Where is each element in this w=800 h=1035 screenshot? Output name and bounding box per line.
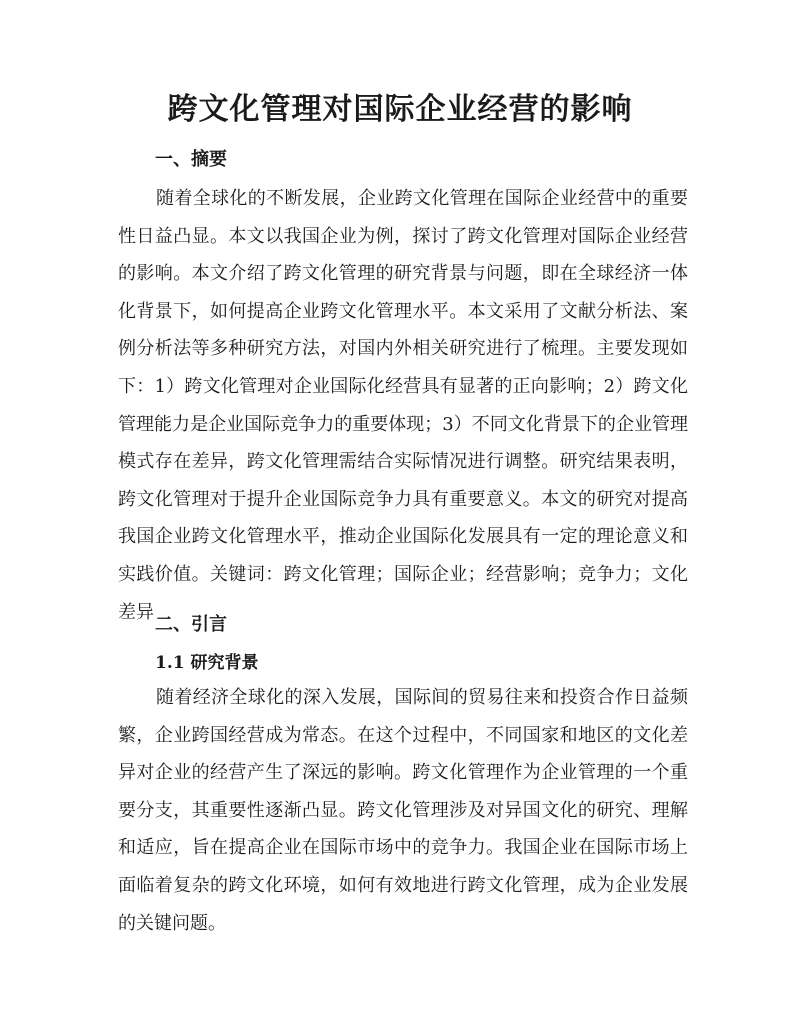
subsection-heading-background: 1.1 研究背景 xyxy=(155,653,259,673)
background-paragraph: 随着经济全球化的深入发展，国际间的贸易往来和投资合作日益频繁，企业跨国经营成为常态。在这个过程中，不同国家和地区的文化差异对企业的经营产生了深远的影响。跨文化管理作为企业管理的一个重要分支，其重要性逐渐凸显。跨文化管理涉及对异国文化的研究、理解和适应，旨在提高企业在国际市场中的竞争力。我国企业在国际市场上面临着复杂的跨文化环境，如何有效地进行跨文化管理，成为企业发展的关键问题。 xyxy=(118,687,688,934)
abstract-paragraph: 随着全球化的不断发展，企业跨文化管理在国际企业经营中的重要性日益凸显。本文以我国企业为例，探讨了跨文化管理对国际企业经营的影响。本文介绍了跨文化管理的研究背景与问题，即在全球经济一体化背景下，如何提高企业跨文化管理水平。本文采用了文献分析法、案例分析法等多种研究方法，对国内外相关研究进行了梳理。主要发现如下：1）跨文化管理对企业国际化经营具有显著的正向影响；2）跨文化管理能力是企业国际竞争力的重要体现；3）不同文化背景下的企业管理模式存在差异，跨文化管理需结合实际情况进行调整。研究结果表明，跨文化管理对于提升企业国际竞争力具有重要意义。本文的研究对提高我国企业跨文化管理水平，推动企业国际化发展具有一定的理论意义和实践价值。关键词：跨文化管理；国际企业；经营影响；竞争力；文化差异 xyxy=(118,188,688,623)
section-heading-abstract: 一、摘要 xyxy=(155,149,227,170)
section-heading-introduction: 二、引言 xyxy=(155,614,227,635)
document-title: 跨文化管理对国际企业经营的影响 xyxy=(167,92,633,127)
